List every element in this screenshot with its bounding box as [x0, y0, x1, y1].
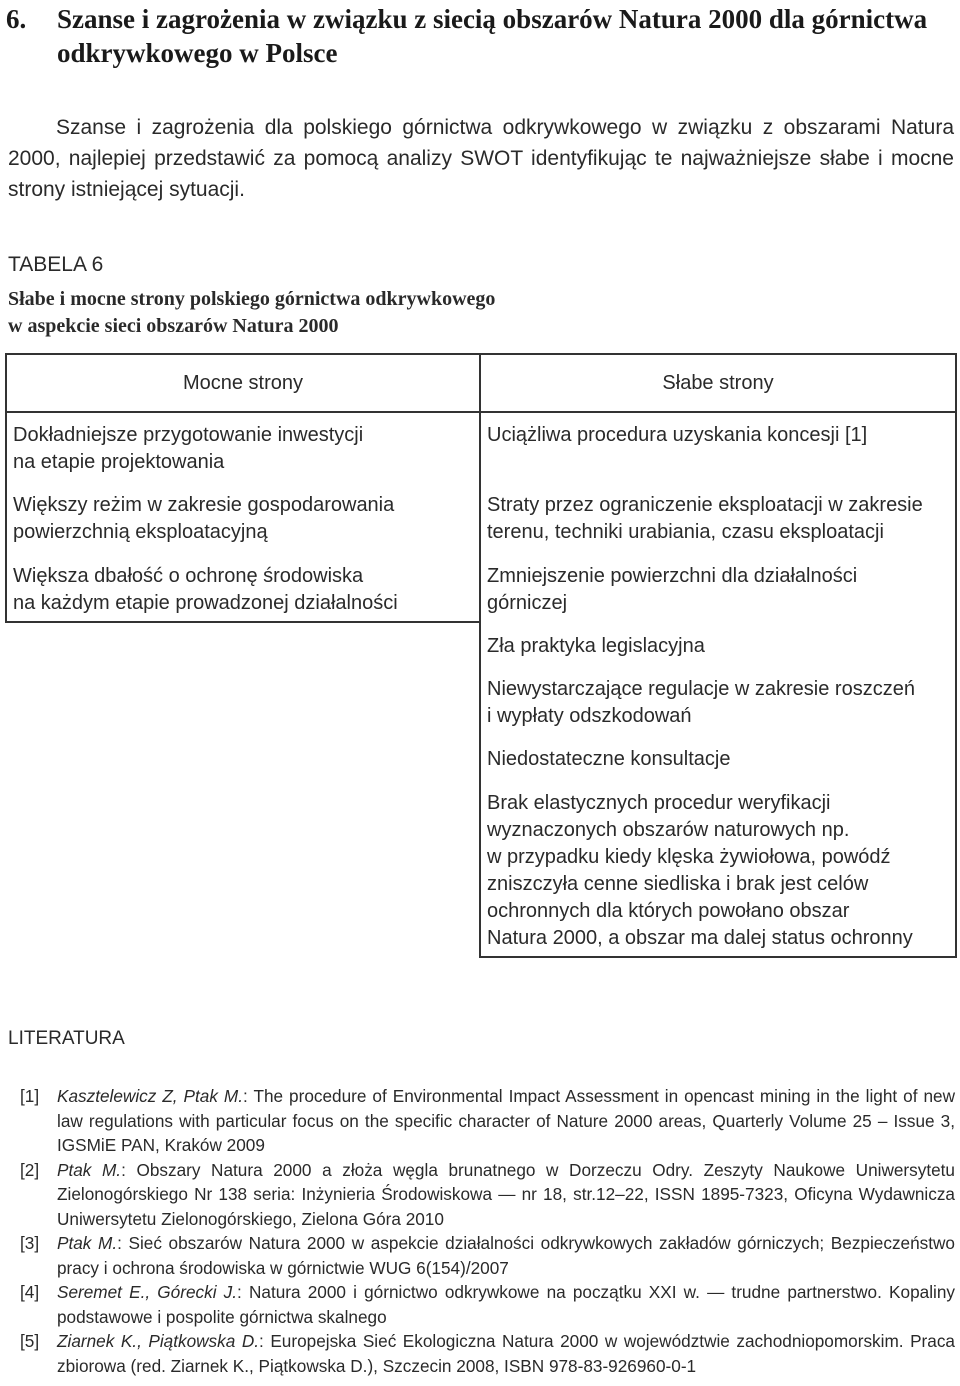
- weakness-item-line: Zmniejszenie powierzchni dla działalności: [487, 565, 858, 587]
- table-caption-line-2: w aspekcie sieci obszarów Natura 2000: [8, 315, 339, 337]
- weakness-item-line: Brak elastycznych procedur weryfikacji: [487, 792, 831, 814]
- weakness-item-line: Niewystarczające regulacje w zakresie roszczeń: [487, 678, 915, 700]
- reference-authors: Ptak M.: [57, 1159, 122, 1180]
- reference-item: [0, 1329, 960, 1378]
- reference-body: [57, 1280, 955, 1329]
- reference-number: [2]: [20, 1159, 40, 1180]
- weakness-item: [487, 790, 949, 952]
- reference-body: [57, 1158, 955, 1232]
- reference-authors: Ptak M.: [57, 1233, 118, 1253]
- weakness-item: [487, 633, 949, 660]
- weakness-item-line: Natura 2000, a obszar ma dalej status ochronny: [487, 927, 913, 949]
- literature-heading: LITERATURA: [8, 1028, 125, 1049]
- table-number: TABELA 6: [8, 253, 104, 276]
- strength-item-line: na każdym etapie prowadzonej działalności: [13, 592, 398, 614]
- weakness-item-line: Straty przez ograniczenie eksploatacji w zakresie: [487, 494, 923, 516]
- weakness-item-line: terenu, techniki urabiania, czasu eksploatacji: [487, 521, 884, 543]
- section-number: 6.: [6, 4, 27, 34]
- weakness-item-line: i wypłaty odszkodowań: [487, 705, 692, 727]
- reference-text: : Obszary Natura 2000 a złoża węgla brunatnego w Dorzeczu Odry. Zeszyty Naukowe Uniwersytetu Zielonogórskiego Nr 138 seria: Inżynieria Środowiskowa — nr 18, str.12–22, ISSN 1895-7323, Oficyna Wydawnicza Uniwersytetu Zielonogórskiego, Zielona Góra 2010: [57, 1159, 955, 1229]
- reference-number: [1]: [20, 1086, 40, 1106]
- reference-number: [3]: [20, 1233, 40, 1253]
- column-header-strengths: Mocne strony: [182, 372, 304, 394]
- reference-list: [0, 1084, 960, 1378]
- column-header-weaknesses: Słabe strony: [662, 372, 774, 394]
- reference-text: : The procedure of Environmental Impact Assessment in opencast mining in the light of new law regulations with particular focus on the specific character of Nature 2000 areas, Quarterly Volume 25 – Issue 3, IGSMiE PAN, Kraków 2009: [57, 1086, 955, 1155]
- reference-body: [57, 1329, 955, 1378]
- reference-authors: Seremet E., Górecki J.: [57, 1282, 238, 1302]
- table-caption-line-1: Słabe i mocne strony polskiego górnictwa odkrywkowego: [8, 288, 496, 310]
- reference-item: [0, 1158, 960, 1232]
- reference-number: [4]: [20, 1282, 40, 1302]
- weakness-item-line: Niedostateczne konsultacje: [487, 748, 731, 770]
- weakness-item: [487, 492, 949, 546]
- weakness-item-line: Uciążliwa procedura uzyskania koncesji [1]: [487, 424, 868, 446]
- strength-item-line: powierzchnią eksploatacyjną: [13, 521, 268, 543]
- reference-body: [57, 1084, 955, 1158]
- weakness-item-line: górniczej: [487, 592, 568, 614]
- reference-text: : Natura 2000 i górnictwo odkrywkowe na początku XXI w. — trudne partnerstwo. Kopaliny podstawowe i pospolite górnictwa skalnego: [57, 1282, 955, 1327]
- weakness-item: [487, 676, 949, 730]
- weakness-item-line: Zła praktyka legislacyjna: [487, 635, 705, 657]
- reference-text: : Sieć obszarów Natura 2000 w aspekcie działalności odkrywkowych zakładów górniczych; Bezpieczeństwo pracy i ochrona środowiska w górnictwie WUG 6(154)/2007: [57, 1233, 955, 1278]
- strength-item: [13, 492, 475, 546]
- strength-item-line: na etapie projektowania: [13, 451, 225, 473]
- reference-text: : Europejska Sieć Ekologiczna Natura 2000 w województwie zachodniopomorskim. Praca zbiorowa (red. Ziarnek K., Piątkowska D.), Szczecin 2008, ISBN 978-83-926960-0-1: [57, 1331, 955, 1376]
- weakness-item: [487, 746, 949, 773]
- strength-item-line: Dokładniejsze przygotowanie inwestycji: [13, 424, 364, 446]
- reference-item: [0, 1084, 960, 1158]
- reference-authors: Ziarnek K., Piątkowska D.: [57, 1331, 260, 1351]
- strength-item-line: Większy reżim w zakresie gospodarowania: [13, 494, 395, 516]
- strength-item: [13, 563, 475, 617]
- weakness-item: [487, 422, 949, 449]
- weakness-item-line: w przypadku kiedy klęska żywiołowa, powódź: [487, 846, 891, 868]
- reference-item: [0, 1280, 960, 1329]
- section-title: Szanse i zagrożenia w związku z siecią obszarów Natura 2000 dla górnictwa odkrywkowego w Polsce: [57, 4, 928, 68]
- weakness-item: [487, 563, 949, 617]
- reference-body: [57, 1231, 955, 1280]
- weakness-item-line: wyznaczonych obszarów naturowych np.: [487, 819, 850, 841]
- reference-authors: Kasztelewicz Z, Ptak M.: [57, 1086, 244, 1106]
- weakness-item-line: ochronnych dla których powołano obszar: [487, 900, 850, 922]
- strength-item: [13, 422, 475, 476]
- intro-paragraph: Szanse i zagrożenia dla polskiego górnictwa odkrywkowego w związku z obszarami Natura 2000, najlepiej przedstawić za pomocą analizy SWOT identyfikując te najważniejsze słabe i mocne strony istniejącej sytuacji.: [8, 116, 954, 201]
- reference-item: [0, 1231, 960, 1280]
- strength-item-line: Większa dbałość o ochronę środowiska: [13, 565, 364, 587]
- reference-number: [5]: [20, 1331, 40, 1351]
- weakness-item-line: zniszczyła cenne siedliska i brak jest celów: [487, 873, 869, 895]
